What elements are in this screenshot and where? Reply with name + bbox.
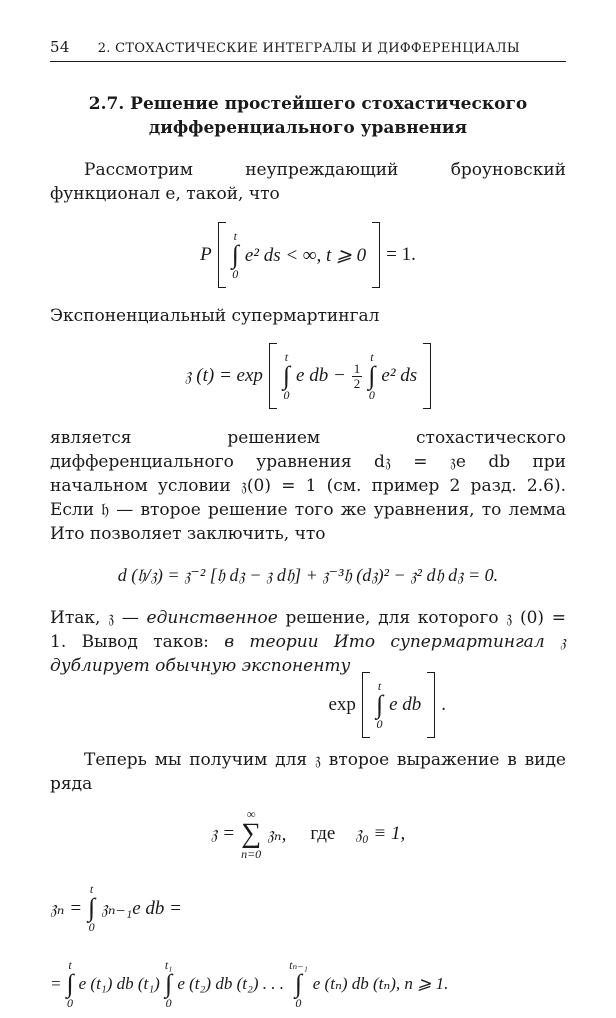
sum-sign: ∑: [241, 818, 262, 849]
section-title-line1: 2.7. Решение простейшего стохастического: [88, 94, 528, 114]
para4-period: .: [441, 694, 446, 715]
paragraph-1: Рассмотрим неупреждающий броуновский функционал e, такой, что: [50, 160, 566, 204]
eq6-lower-2: 0: [165, 996, 172, 1010]
integral-sign: ∫: [368, 361, 376, 390]
section-title: [50, 92, 566, 140]
para4-bracket-left: [362, 672, 370, 738]
eq6-integral-1: [66, 959, 73, 1009]
eq6-upper-2: t₁: [164, 958, 173, 972]
eq2-integral-2: [368, 351, 375, 401]
integral-sign: ∫: [282, 361, 291, 390]
para4-bracket-right: [427, 672, 435, 738]
eq2-integral-1: [283, 351, 290, 401]
para4-integrand: e db: [389, 694, 422, 715]
eq5-integrand: 𝔷ₙ₋₁e db =: [101, 897, 182, 919]
eq4-where: где: [310, 823, 336, 844]
eq6-term-3: e (tₙ) db (tₙ), n ⩾ 1.: [312, 974, 449, 993]
eq4-sum-term: 𝔷ₙ,: [267, 823, 287, 845]
para4-integral: [376, 680, 383, 730]
eq6-lower-3: 0: [295, 996, 302, 1010]
eq5-upper-limit: t: [89, 882, 94, 896]
running-header: [50, 38, 566, 62]
eq1-integrand: e² ds < ∞, t ⩾ 0: [244, 244, 367, 266]
equation-2: [50, 340, 566, 412]
integral-sign: ∫: [88, 893, 96, 922]
eq5-lhs: 𝔷ₙ =: [50, 897, 83, 919]
eq6-equals: =: [50, 974, 62, 993]
eq4-sum: [241, 808, 261, 860]
eq2-integrand-1: e db −: [296, 365, 346, 386]
integral-sign: ∫: [294, 969, 302, 998]
running-title: 2. СТОХАСТИЧЕСКИЕ ИНТЕГРАЛЫ И ДИФФЕРЕНЦИАЛЫ: [97, 41, 520, 56]
eq1-p: P: [200, 244, 212, 265]
eq6-term-1: e (t₁) db (t₁): [78, 974, 160, 993]
eq2-bracket-left: [269, 343, 277, 409]
eq6-lower-1: 0: [67, 996, 74, 1010]
eq5-integral: [88, 883, 95, 933]
integral-sign: ∫: [165, 969, 173, 998]
eq1-upper-limit: t: [233, 229, 237, 243]
para4-exp: exp: [328, 694, 356, 715]
eq4-condition: 𝔷₀ ≡ 1,: [355, 823, 406, 844]
paragraph-4: [50, 606, 566, 678]
equation-5: [50, 876, 566, 940]
eq2-fraction-den: 2: [353, 375, 361, 391]
eq1-integral: [232, 230, 239, 280]
eq4-sum-upper: ∞: [246, 807, 256, 821]
para4-lower-limit: 0: [376, 717, 383, 731]
para4-emphasis-1: единственное: [146, 608, 278, 628]
eq6-upper-3: tₙ₋₁: [289, 958, 308, 972]
equation-6: [50, 950, 566, 1018]
paragraph-2: Экспоненциальный супермартингал: [50, 306, 380, 326]
equation-4: [50, 804, 566, 864]
page: [50, 38, 566, 1018]
eq1-rhs: = 1.: [386, 244, 416, 265]
eq2-fraction-num: 1: [353, 360, 361, 376]
section-title-line2: дифференциального уравнения: [148, 118, 468, 138]
equation-3: d (𝔥/𝔷) = 𝔷⁻² [𝔥 d𝔷 − 𝔷 d𝔥] + 𝔷⁻³𝔥 (d𝔷)² − 𝔷² d𝔥 d𝔷 = 0.: [117, 564, 499, 585]
eq2-lower-limit-2: 0: [368, 388, 375, 402]
para4-text-3: Вывод таков:: [81, 632, 225, 652]
integral-sign: ∫: [375, 690, 384, 719]
eq2-lower-limit-1: 0: [283, 388, 290, 402]
eq2-fraction: [352, 362, 363, 391]
integral-sign: ∫: [66, 969, 74, 998]
para4-text-1: Итак, 𝔷 —: [50, 608, 147, 628]
eq2-integrand-2: e² ds: [381, 365, 418, 386]
eq4-lhs: 𝔷 =: [210, 823, 236, 844]
para4-emphasis-2: в теории Ито супермартингал 𝔷 дублирует обычную экспоненту: [50, 632, 566, 676]
eq6-upper-1: t: [68, 958, 72, 972]
eq5-lower-limit: 0: [88, 920, 95, 934]
equation-1: [50, 220, 566, 290]
para4-exp-integral: [50, 672, 566, 738]
eq2-lhs: 𝔷 (t) = exp: [184, 365, 263, 386]
para4-upper-limit: t: [377, 679, 382, 693]
eq1-bracket-left: [218, 222, 226, 288]
eq2-bracket-right: [423, 343, 431, 409]
eq1-lower-limit: 0: [232, 267, 239, 281]
eq4-sum-lower: n=0: [241, 847, 262, 861]
integral-sign: ∫: [231, 240, 239, 269]
para4-text-2: решение, для которого 𝔷 (0) = 1.: [50, 608, 567, 652]
paragraph-3: является решением стохастического дифференциального уравнения d𝔷 = 𝔷e db при начальном условии 𝔷(0) = 1 (см. пример 2 разд. 2.6). Если 𝔥 — второе решение того же уравнения, то лемма Ито позволяет заключить, что: [50, 428, 566, 544]
eq6-integral-2: [165, 959, 173, 1009]
paragraph-5: Теперь мы получим для 𝔷 второе выражение в виде ряда: [50, 750, 566, 794]
eq2-upper-limit-1: t: [284, 350, 289, 364]
eq1-bracket-right: [372, 222, 380, 288]
eq6-term-2: e (t₂) db (t₂) . . .: [177, 974, 285, 993]
page-number: 54: [50, 38, 70, 56]
eq2-upper-limit-2: t: [370, 350, 374, 364]
eq6-integral-3: [289, 959, 308, 1009]
